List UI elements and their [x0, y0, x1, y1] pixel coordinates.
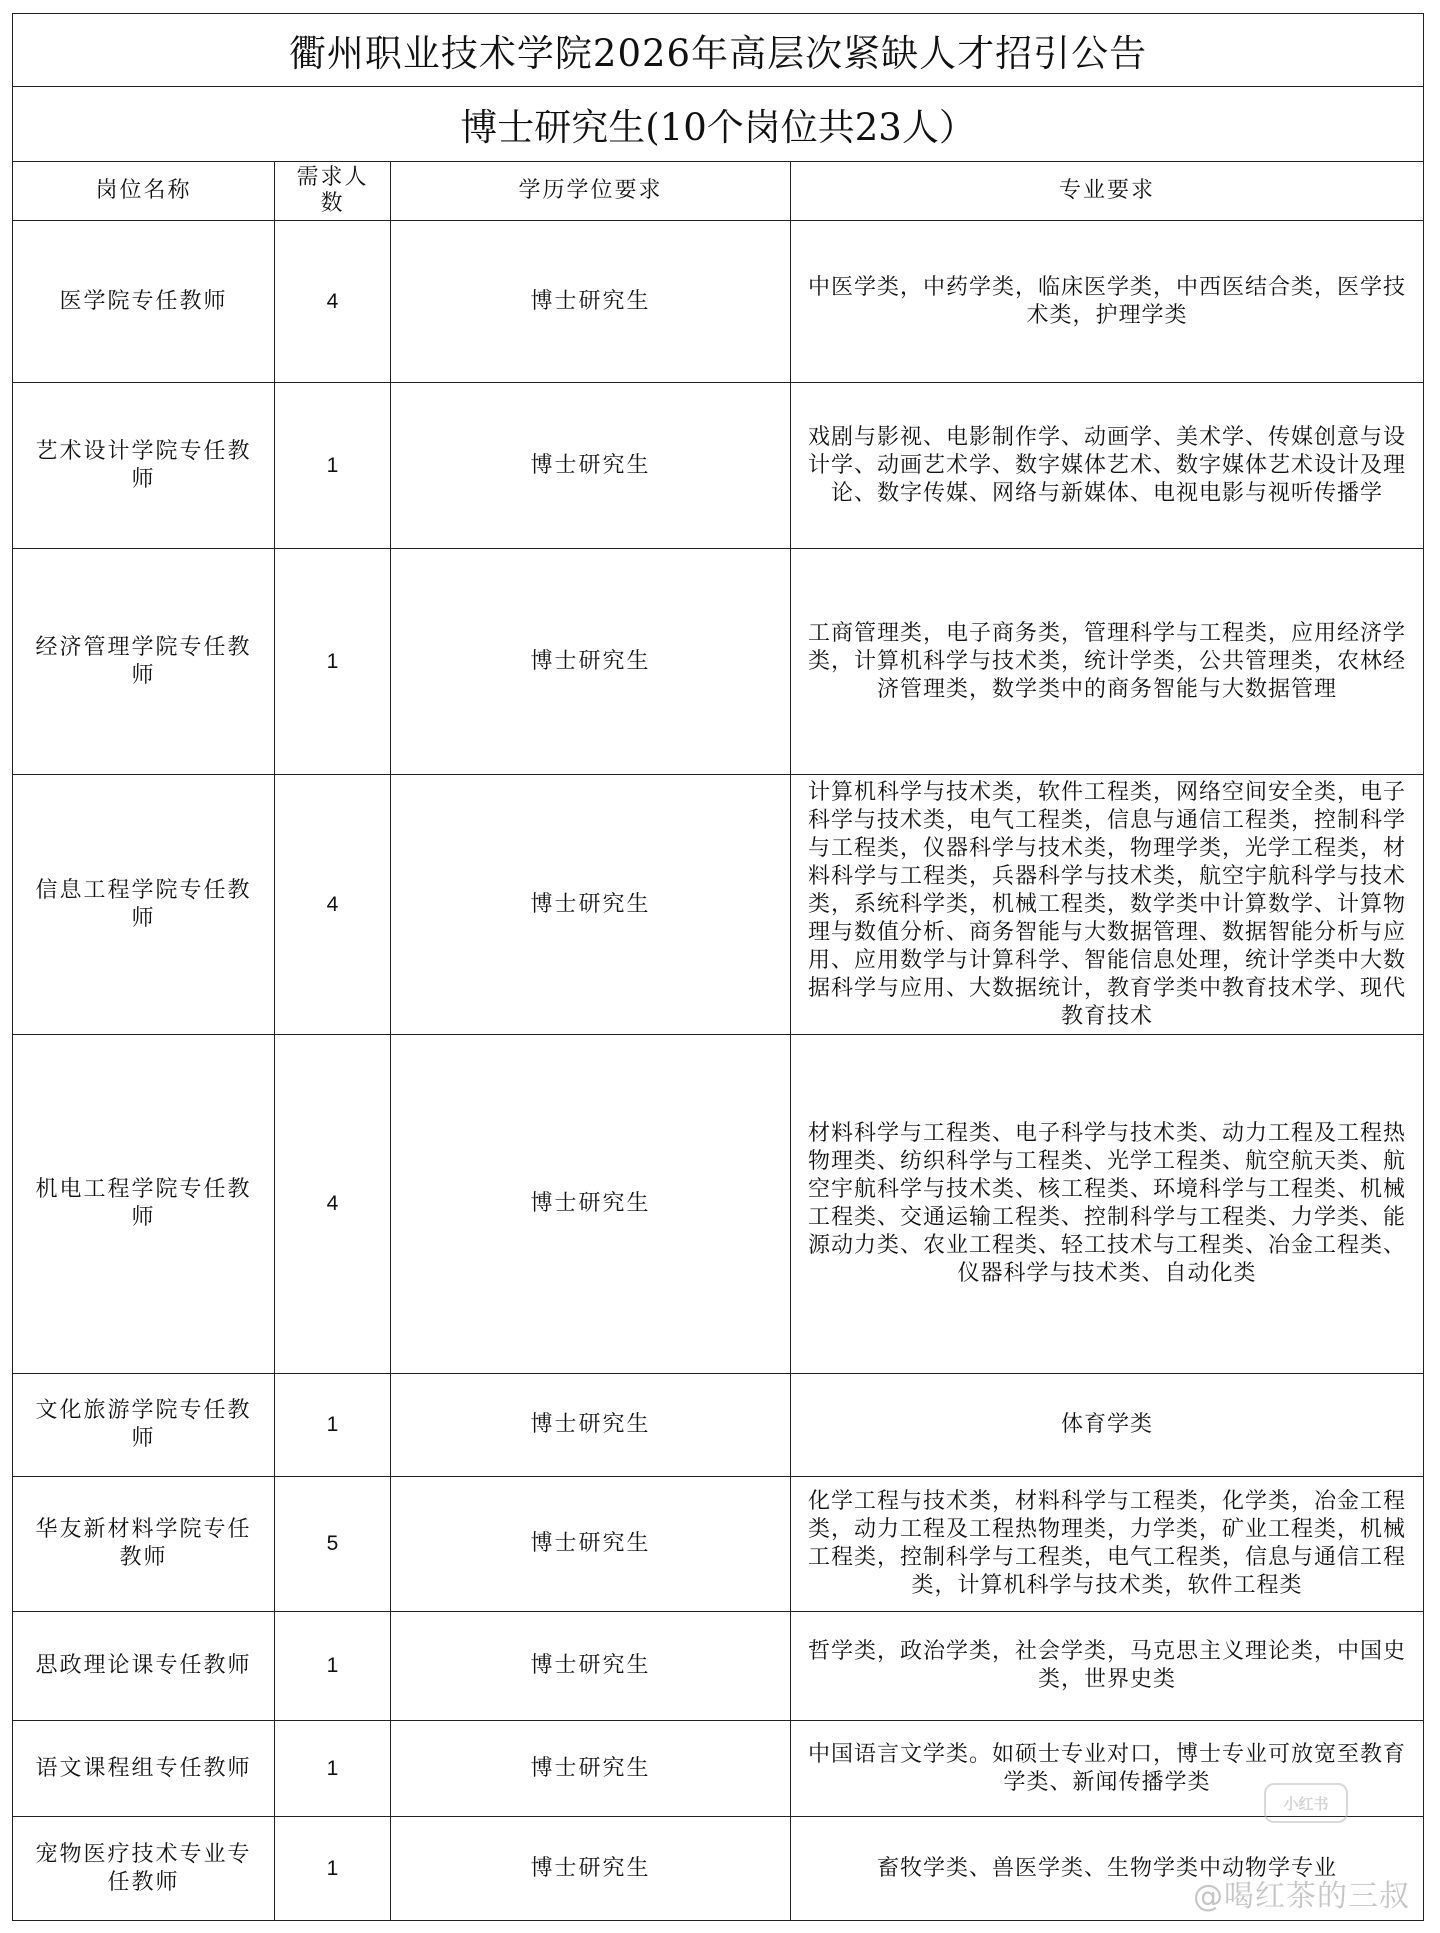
cell-degree: 博士研究生: [391, 1721, 791, 1817]
cell-degree: 博士研究生: [391, 1035, 791, 1374]
cell-degree: 博士研究生: [391, 775, 791, 1035]
cell-position: 机电工程学院专任教师: [13, 1035, 275, 1374]
cell-degree: 博士研究生: [391, 1477, 791, 1612]
section-subtitle: 博士研究生(10个岗位共23人）: [13, 87, 1424, 162]
cell-position: 信息工程学院专任教师: [13, 775, 275, 1035]
cell-position: 思政理论课专任教师: [13, 1612, 275, 1721]
cell-major: 中医学类，中药学类，临床医学类，中西医结合类，医学技术类，护理学类: [791, 221, 1424, 383]
cell-degree: 博士研究生: [391, 221, 791, 383]
cell-count: 4: [275, 1035, 391, 1374]
cell-major: 工商管理类，电子商务类，管理科学与工程类，应用经济学类，计算机科学与技术类，统计学类，公共管理类，农林经济管理类，数学类中的商务智能与大数据管理: [791, 549, 1424, 775]
watermark-text: @喝红茶的三叔: [1193, 1879, 1410, 1914]
cell-major: 计算机科学与技术类，软件工程类，网络空间安全类，电子科学与技术类，电气工程类，信息与通信工程类，控制科学与工程类，仪器科学与技术类，物理学类，光学工程类，材料科学与工程类，兵器科学与技术类，航空宇航科学与技术类，系统科学类，机械工程类，数学类中计算数学、计算物理与数值分析、商务智能与大数据管理、数据智能分析与应用、应用数学与计算科学、智能信息处理，统计学类中大数据科学与应用、大数据统计，教育学类中教育技术学、现代教育技术: [791, 775, 1424, 1035]
table-row: [13, 549, 1424, 775]
cell-count: 1: [275, 1721, 391, 1817]
table-row: [13, 1721, 1424, 1817]
header-count: 需求人数: [275, 162, 391, 221]
header-position: 岗位名称: [13, 162, 275, 221]
cell-count: 4: [275, 221, 391, 383]
header-row: [13, 162, 1424, 221]
table-row: [13, 1374, 1424, 1477]
cell-count: 5: [275, 1477, 391, 1612]
cell-major: 哲学类，政治学类，社会学类，马克思主义理论类，中国史类，世界史类: [791, 1612, 1424, 1721]
cell-degree: 博士研究生: [391, 1374, 791, 1477]
cell-major: 中国语言文学类。如硕士专业对口，博士专业可放宽至教育学类、新闻传播学类: [791, 1721, 1424, 1817]
cell-major: 体育学类: [791, 1374, 1424, 1477]
cell-major: 材料科学与工程类、电子科学与技术类、动力工程及工程热物理类、纺织科学与工程类、光学工程类、航空航天类、航空宇航科学与技术类、核工程类、环境科学与工程类、机械工程类、交通运输工程类、控制科学与工程类、力学类、能源动力类、农业工程类、轻工技术与工程类、冶金工程类、仪器科学与技术类、自动化类: [791, 1035, 1424, 1374]
cell-count: 1: [275, 1817, 391, 1921]
document-title: 衢州职业技术学院2026年高层次紧缺人才招引公告: [13, 14, 1424, 87]
header-major: 专业要求: [791, 162, 1424, 221]
recruitment-table: [12, 13, 1424, 1921]
watermark-logo: 小红书: [1264, 1783, 1348, 1823]
cell-degree: 博士研究生: [391, 383, 791, 549]
title-row: [13, 14, 1424, 87]
cell-position: 文化旅游学院专任教师: [13, 1374, 275, 1477]
cell-degree: 博士研究生: [391, 1817, 791, 1921]
table-row: [13, 775, 1424, 1035]
table-row: [13, 221, 1424, 383]
cell-major: 畜牧学类、兽医学类、生物学类中动物学专业: [791, 1817, 1424, 1921]
cell-degree: 博士研究生: [391, 1612, 791, 1721]
cell-count: 4: [275, 775, 391, 1035]
cell-position: 宠物医疗技术专业专任教师: [13, 1817, 275, 1921]
cell-position: 语文课程组专任教师: [13, 1721, 275, 1817]
cell-count: 1: [275, 1612, 391, 1721]
cell-count: 1: [275, 549, 391, 775]
table-row: [13, 1035, 1424, 1374]
table-row: [13, 383, 1424, 549]
cell-position: 华友新材料学院专任教师: [13, 1477, 275, 1612]
cell-position: 经济管理学院专任教师: [13, 549, 275, 775]
cell-degree: 博士研究生: [391, 549, 791, 775]
header-degree: 学历学位要求: [391, 162, 791, 221]
cell-count: 1: [275, 383, 391, 549]
cell-major: 化学工程与技术类，材料科学与工程类，化学类，冶金工程类，动力工程及工程热物理类，力学类，矿业工程类，机械工程类，控制科学与工程类，电气工程类，信息与通信工程类，计算机科学与技术类，软件工程类: [791, 1477, 1424, 1612]
subtitle-row: [13, 87, 1424, 162]
cell-count: 1: [275, 1374, 391, 1477]
table-row: [13, 1477, 1424, 1612]
cell-position: 艺术设计学院专任教师: [13, 383, 275, 549]
table-row: [13, 1612, 1424, 1721]
cell-position: 医学院专任教师: [13, 221, 275, 383]
cell-major: 戏剧与影视、电影制作学、动画学、美术学、传媒创意与设计学、动画艺术学、数字媒体艺术、数字媒体艺术设计及理论、数字传媒、网络与新媒体、电视电影与视听传播学: [791, 383, 1424, 549]
